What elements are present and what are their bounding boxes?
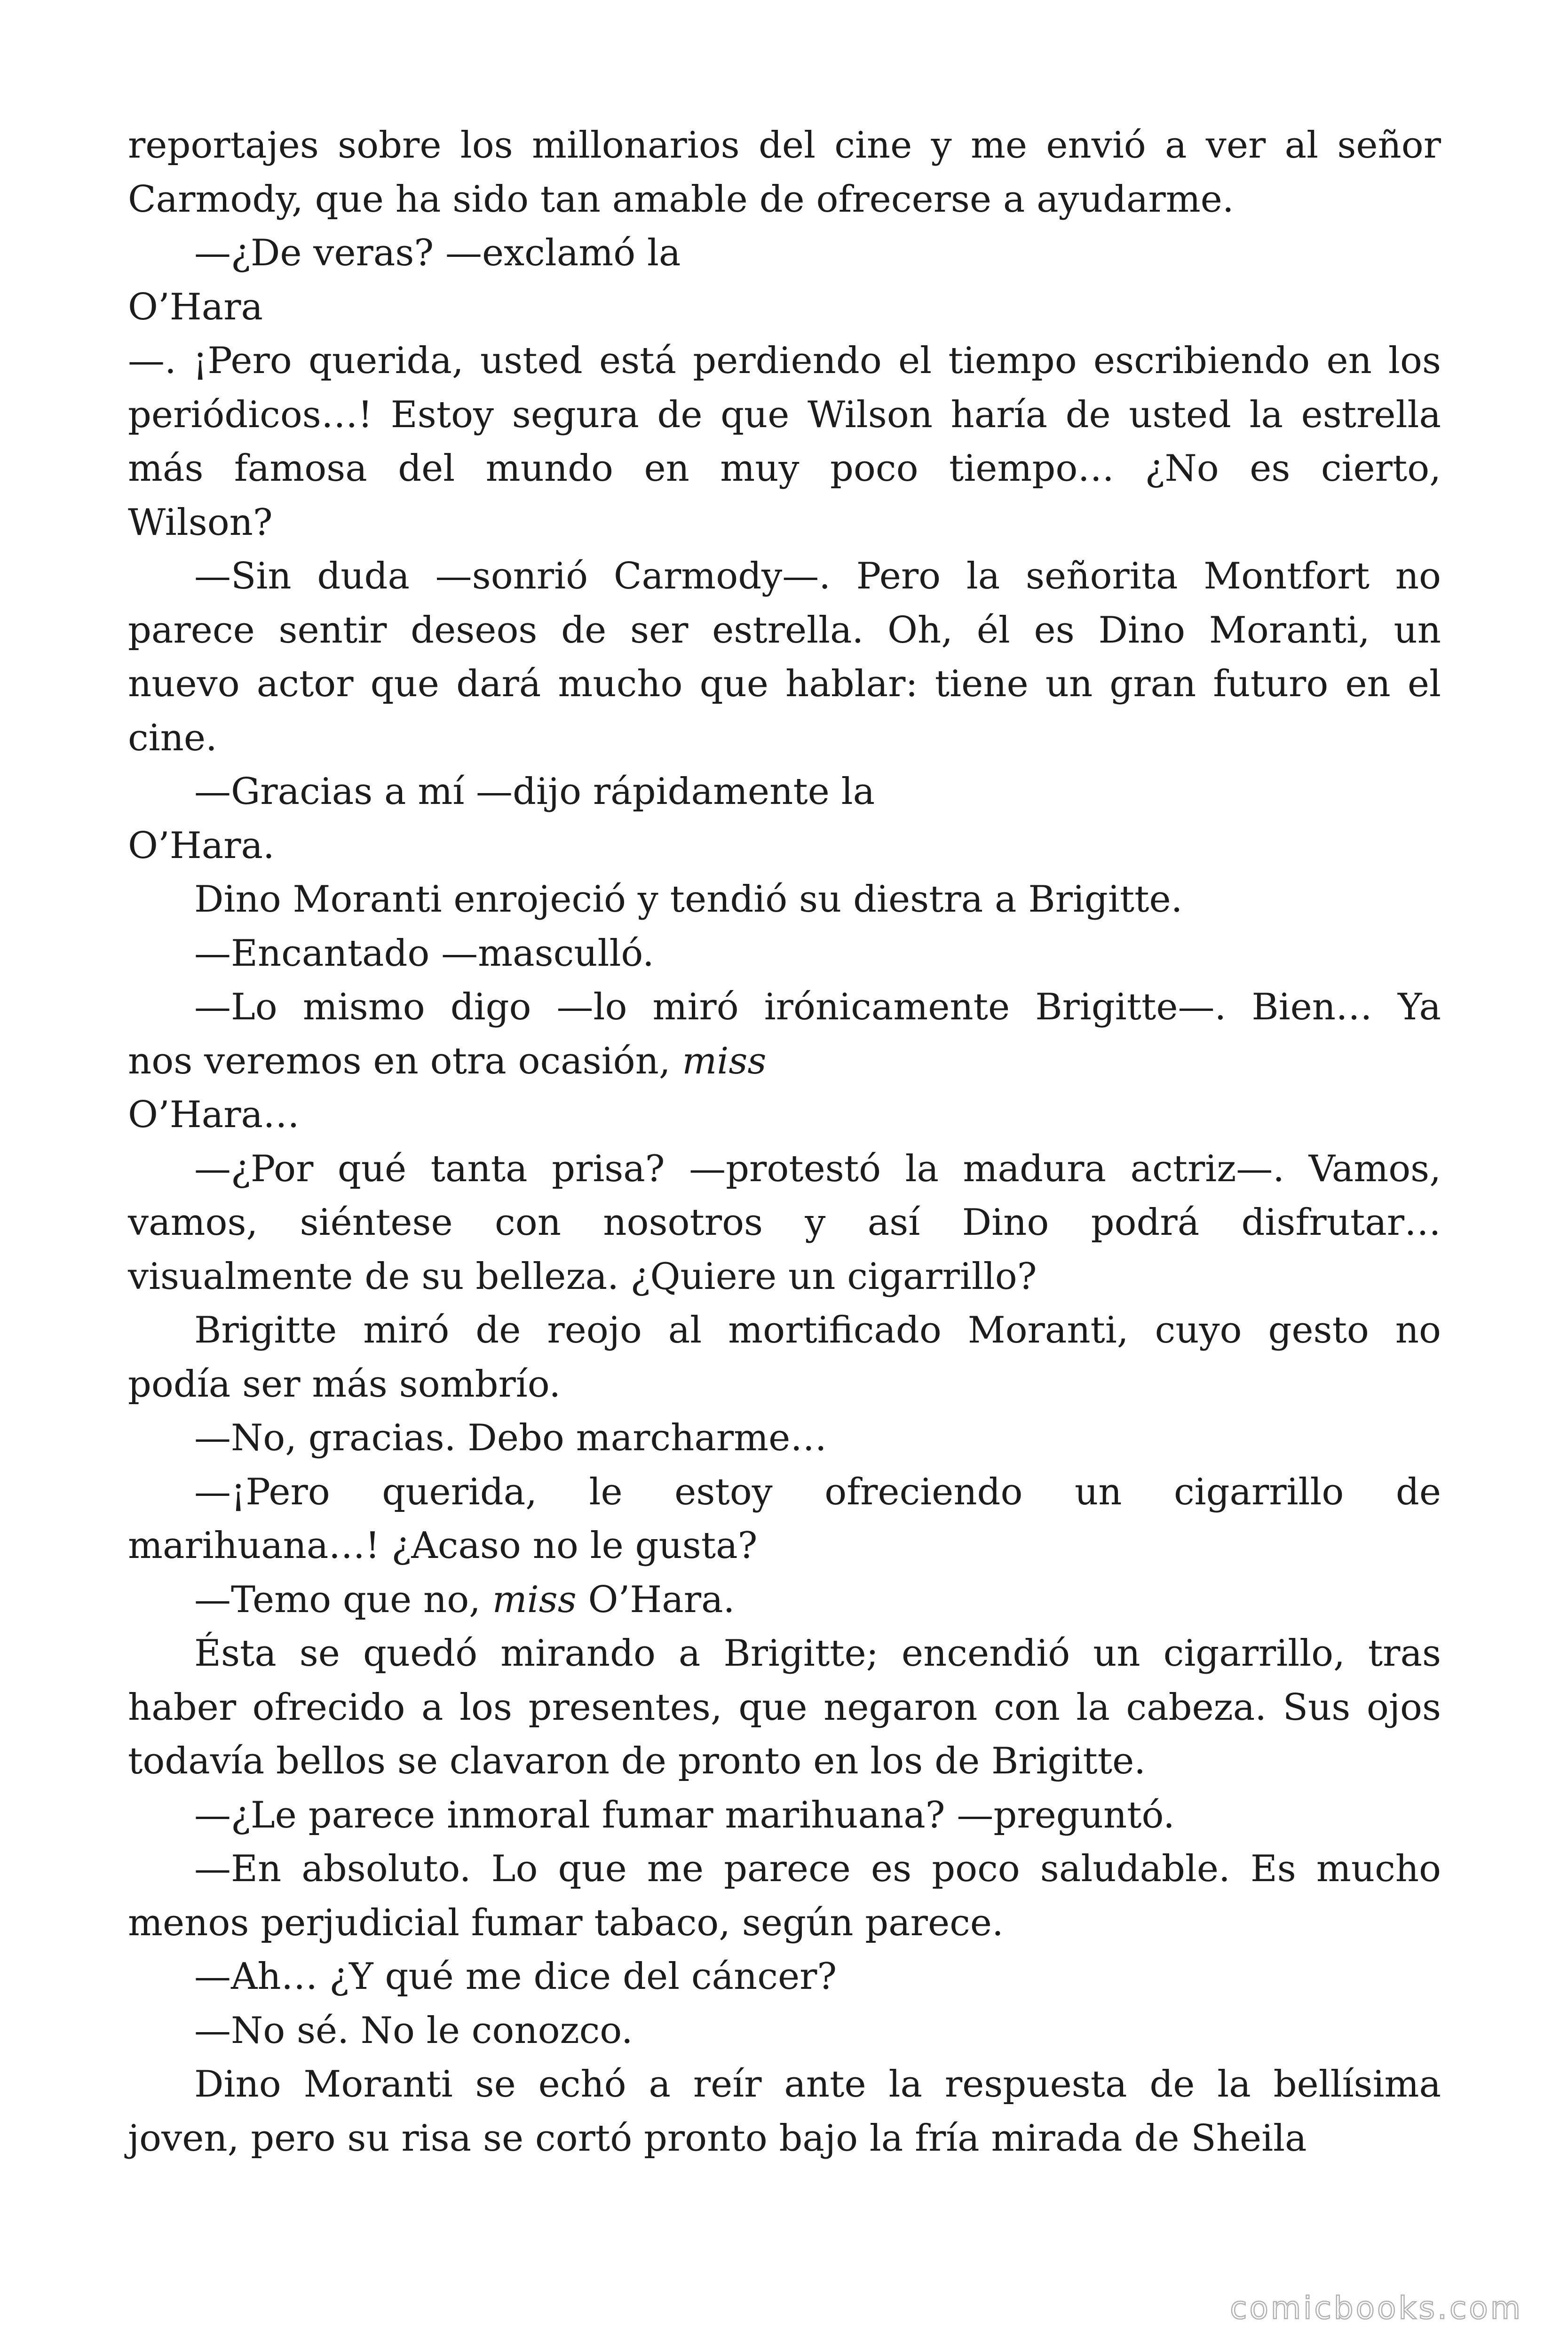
text-line: —Lo mismo digo —lo miró irónicamente Brigitte—. Bien… Ya — [194, 986, 1441, 1028]
text-line: O’Hara — [128, 286, 263, 328]
text-line: vamos, siéntese con nosotros y así Dino podrá disfrutar… — [128, 1201, 1441, 1244]
text-line: Dino Moranti enrojeció y tendió su diestra a Brigitte. — [194, 878, 1183, 921]
text-fragment: —Temo que no, — [194, 1578, 492, 1621]
italic-word: miss — [492, 1578, 577, 1621]
text-line: —¿De veras? —exclamó la — [194, 232, 681, 274]
text-line: cine. — [128, 716, 217, 759]
text-line: parece sentir deseos de ser estrella. Oh, él es Dino Moranti, un — [128, 609, 1441, 652]
text-line: Brigitte miró de reojo al mortificado Moranti, cuyo gesto no — [194, 1309, 1441, 1351]
text-line: —Encantado —masculló. — [194, 932, 654, 975]
text-fragment: O’Hara. — [576, 1578, 735, 1621]
text-line: haber ofrecido a los presentes, que negaron con la cabeza. Sus ojos — [128, 1686, 1441, 1729]
text-line: —Sin duda —sonrió Carmody—. Pero la señorita Montfort no — [194, 555, 1441, 597]
text-line: —¡Pero querida, le estoy ofreciendo un cigarrillo de — [194, 1470, 1441, 1513]
text-line — [128, 1034, 1441, 1089]
text-line: marihuana…! ¿Acaso no le gusta? — [128, 1525, 758, 1567]
text-line — [128, 1573, 1441, 1627]
text-line: joven, pero su risa se cortó pronto bajo la fría mirada de Sheila — [128, 2117, 1307, 2160]
text-line: —Ah… ¿Y qué me dice del cáncer? — [194, 1955, 837, 1998]
text-line: —¿Le parece inmoral fumar marihuana? —preguntó. — [194, 1794, 1175, 1836]
text-line: todavía bellos se clavaron de pronto en los de Brigitte. — [128, 1740, 1146, 1782]
text-line: Carmody, que ha sido tan amable de ofrecerse a ayudarme. — [128, 178, 1234, 221]
body-text — [128, 119, 1441, 2165]
text-line: Dino Moranti se echó a reír ante la respuesta de la bellísima — [194, 2063, 1441, 2106]
text-line: —En absoluto. Lo que me parece es poco saludable. Es mucho — [194, 1848, 1441, 1890]
text-line: —¿Por qué tanta prisa? —protestó la madura actriz—. Vamos, — [194, 1147, 1441, 1190]
text-line: O’Hara. — [128, 824, 275, 867]
text-line: más famosa del mundo en muy poco tiempo… ¿No es cierto, — [128, 447, 1441, 490]
text-line: visualmente de su belleza. ¿Quiere un cigarrillo? — [128, 1255, 1037, 1298]
text-line: —Gracias a mí —dijo rápidamente la — [194, 771, 875, 813]
text-fragment: nos veremos en otra ocasión, — [128, 1040, 682, 1082]
text-line: —No, gracias. Debo marcharme… — [194, 1417, 827, 1459]
text-line: podía ser más sombrío. — [128, 1363, 561, 1406]
text-line: Wilson? — [128, 501, 273, 544]
text-line: —. ¡Pero querida, usted está perdiendo el tiempo escribiendo en los — [128, 340, 1441, 382]
text-line: O’Hara… — [128, 1094, 300, 1136]
text-line: menos perjudicial fumar tabaco, según parece. — [128, 1901, 1004, 1944]
text-line: Ésta se quedó mirando a Brigitte; encendió un cigarrillo, tras — [194, 1632, 1441, 1675]
text-line: nuevo actor que dará mucho que hablar: tiene un gran futuro en el — [128, 663, 1441, 705]
text-line: periódicos…! Estoy segura de que Wilson haría de usted la estrella — [128, 393, 1441, 436]
text-line: —No sé. No le conozco. — [194, 2009, 633, 2052]
italic-word: miss — [682, 1040, 767, 1082]
text-line: reportajes sobre los millonarios del cine y me envió a ver al señor — [128, 124, 1441, 167]
watermark: comicbooks.com — [1230, 2290, 1523, 2326]
